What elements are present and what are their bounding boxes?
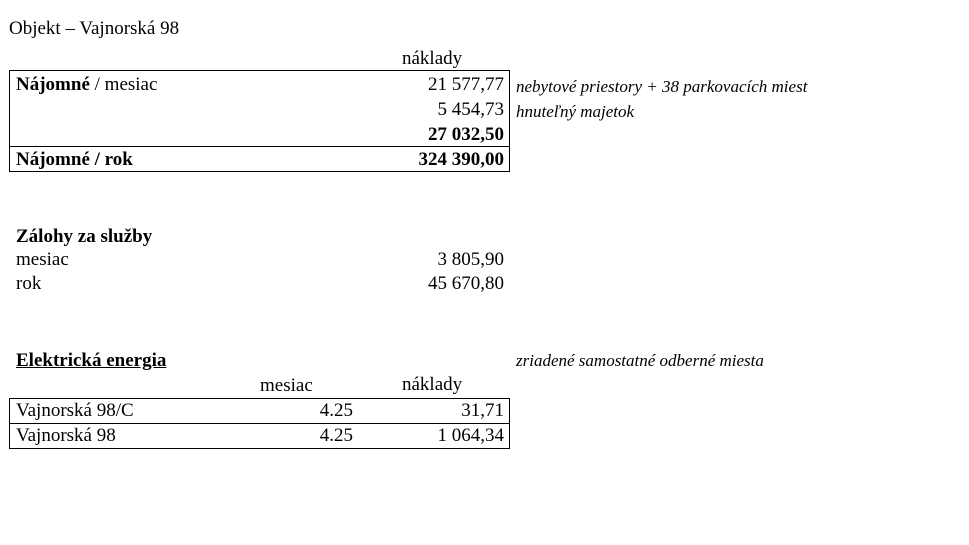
electricity-col-month: mesiac	[260, 375, 313, 396]
services-heading: Zálohy za služby	[16, 226, 153, 247]
rent-value: 5 454,73	[437, 99, 504, 120]
electricity-row-label: Vajnorská 98	[16, 425, 116, 446]
rent-column-header: náklady	[402, 48, 463, 69]
electricity-row-label: Vajnorská 98/C	[16, 400, 134, 421]
electricity-row-cost: 1 064,34	[437, 425, 504, 446]
services-row-value: 3 805,90	[437, 249, 504, 270]
services-row-value: 45 670,80	[428, 273, 504, 294]
rent-monthly-total: 27 032,50	[428, 124, 504, 145]
rent-note: hnuteľný majetok	[516, 102, 635, 121]
services-row-label: mesiac	[16, 249, 69, 270]
services-row-label: rok	[16, 273, 42, 294]
electricity-row-cost: 31,71	[461, 400, 504, 421]
electricity-note: zriadené samostatné odberné miesta	[516, 351, 764, 370]
electricity-row-month: 4.25	[319, 425, 353, 446]
rent-note: nebytové priestory + 38 parkovacích miest	[516, 77, 808, 96]
electricity-row-month: 4.25	[319, 400, 353, 421]
rent-yearly-total: 324 390,00	[418, 149, 504, 170]
page-title: Objekt – Vajnorská 98	[9, 18, 180, 39]
rent-monthly-label-rest: / mesiac	[89, 74, 158, 95]
rent-monthly-label-bold: Nájomné	[16, 74, 90, 95]
electricity-col-cost: náklady	[402, 374, 463, 395]
electricity-heading: Elektrická energia	[16, 350, 167, 371]
rent-yearly-label: Nájomné / rok	[16, 149, 133, 170]
rent-monthly-label	[16, 73, 157, 97]
rent-value: 21 577,77	[428, 74, 504, 95]
